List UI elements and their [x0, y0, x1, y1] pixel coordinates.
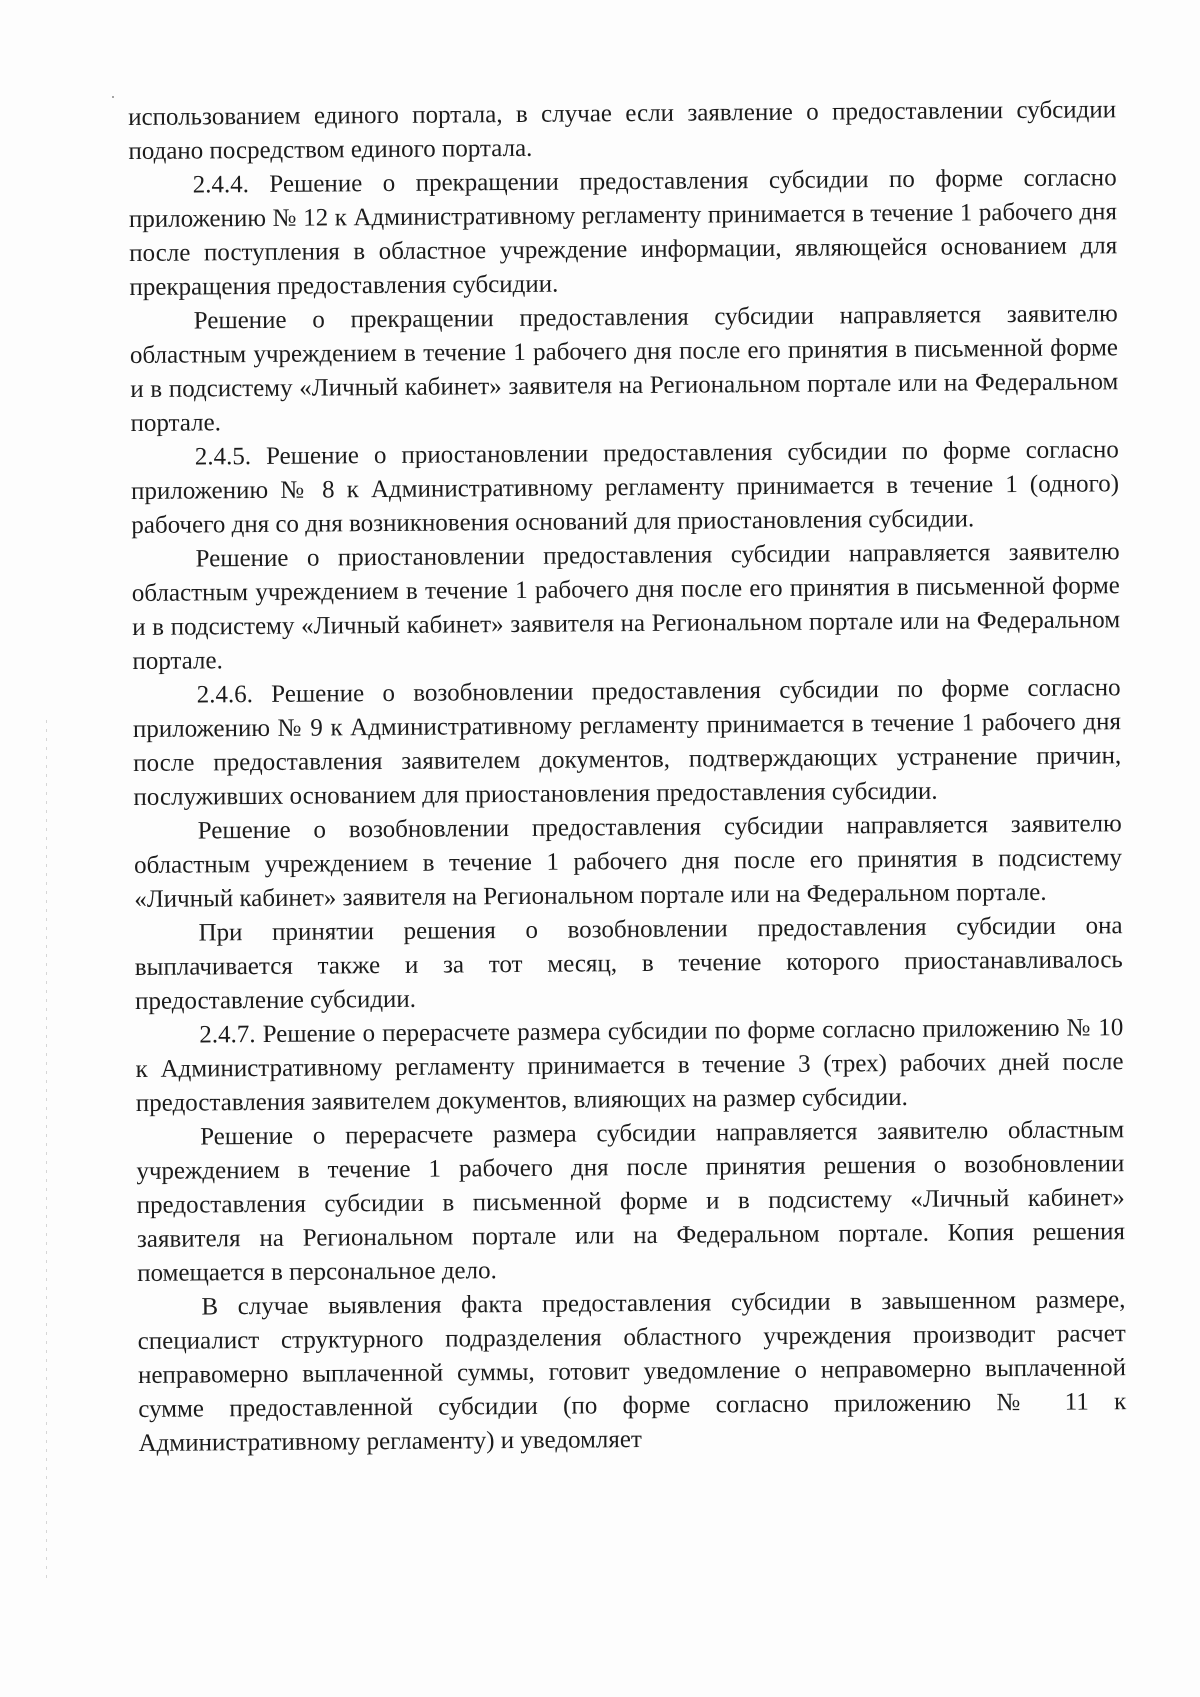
paragraph-recalculation-notice: Решение о перерасчете размера субсидии направляется заявителю областным учреждением в течение 1 рабочего дня после принятия решения о возобновлении предоставления субсидии в письменной форме и в подсистему «Личный кабинет» заявителя на Региональном портале или на Федеральном портале. Копия решения помещается в персональное дело.	[136, 1116, 1126, 1287]
document-body	[128, 93, 1127, 1461]
paragraph-2-4-7: 2.4.7. Решение о перерасчете размера субсидии по форме согласно приложению № 10 к Административному регламенту принимается в течение 3 (трех) рабочих дней после предоставления заявителем документов, влияющих на размер субсидии.	[135, 1014, 1124, 1117]
paragraph-overpayment: В случае выявления факта предоставления субсидии в завышенном размере, специалист структурного подразделения областного учреждения производит расчет неправомерно выплаченной суммы, готовит уведомление о неправомерно выплаченной сумме предоставленной субсидии (по форме согласно приложению № 11 к Административному регламенту) и уведомляет	[137, 1286, 1127, 1457]
paragraph-resumption-notice: Решение о возобновлении предоставления субсидии направляется заявителю областным учреждением в течение 1 рабочего дня после его принятия в подсистему «Личный кабинет» заявителя на Региональном портале или на Федеральном портале.	[133, 810, 1123, 913]
paragraph-resumption-payment: При принятии решения о возобновлении предоставления субсидии она выплачивается также и за тот месяц, в течение которого приостанавливалось предоставление субсидии.	[134, 912, 1123, 1015]
paragraph-termination-notice: Решение о прекращении предоставления субсидии направляется заявителю областным учреждением в течение 1 рабочего дня после его принятия в письменной форме и в подсистему «Личный кабинет» заявителя на Региональном портале или на Федеральном портале.	[129, 300, 1119, 437]
paragraph-continuation: использованием единого портала, в случае если заявление о предоставлении субсидии подано посредством единого портала.	[128, 96, 1117, 165]
paragraph-2-4-4: 2.4.4. Решение о прекращении предоставления субсидии по форме согласно приложению № 12 к Административному регламенту принимается в течение 1 рабочего дня после поступления в областное учреждение информации, являющейся основанием для прекращения предоставления субсидии.	[128, 164, 1118, 301]
scan-speck	[112, 96, 114, 98]
paragraph-2-4-5: 2.4.5. Решение о приостановлении предоставления субсидии по форме согласно приложению № 8 к Административному регламенту принимается в течение 1 (одного) рабочего дня со дня возникновения оснований для приостановления субсидии.	[130, 436, 1120, 539]
scan-edge-artifact	[46, 720, 47, 1580]
paragraph-suspension-notice: Решение о приостановлении предоставления субсидии направляется заявителю областным учреждением в течение 1 рабочего дня после его принятия в письменной форме и в подсистему «Личный кабинет» заявителя на Региональном портале или на Федеральном портале.	[131, 538, 1121, 675]
paragraph-2-4-6: 2.4.6. Решение о возобновлении предоставления субсидии по форме согласно приложению № 9 к Административному регламенту принимается в течение 1 рабочего дня после предоставления заявителем документов, подтверждающих устранение причин, послуживших основанием для приостановления предоставления субсидии.	[132, 674, 1122, 811]
